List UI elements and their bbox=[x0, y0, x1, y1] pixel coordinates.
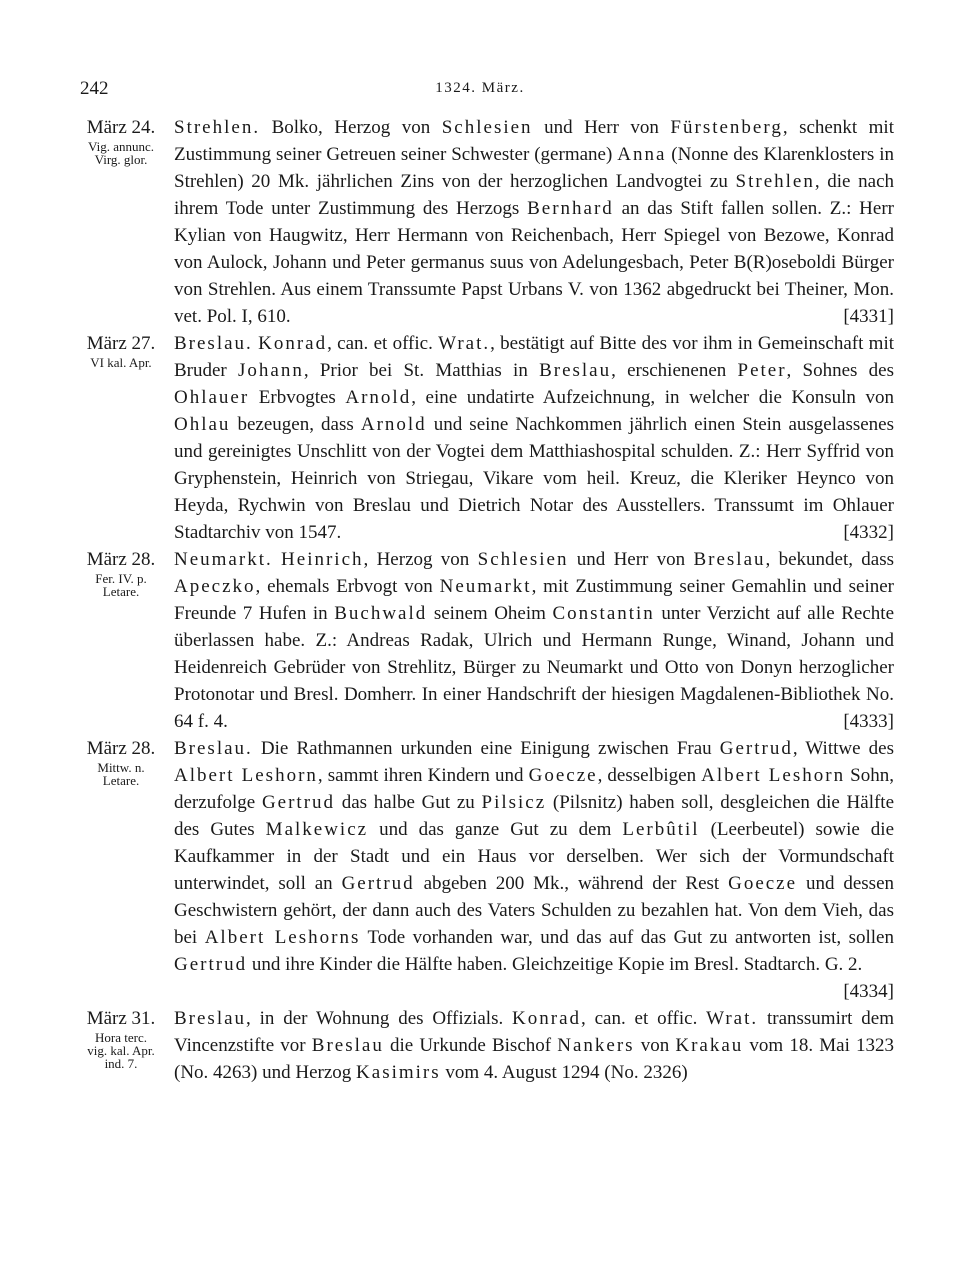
entry-feast-line: ind. 7. bbox=[104, 1056, 138, 1071]
spaced-name: Apeczko bbox=[174, 576, 256, 597]
entry bbox=[72, 1005, 894, 1086]
spaced-name: Konrad bbox=[512, 1008, 582, 1029]
text-run: , bekundet, dass bbox=[765, 549, 895, 570]
text-run: das halbe Gut zu bbox=[335, 792, 482, 813]
entry-feast-line: VI kal. Apr. bbox=[90, 355, 152, 370]
spaced-name: Breslau. bbox=[174, 738, 253, 759]
spaced-name: Anna bbox=[617, 144, 667, 165]
spaced-name: Constantin bbox=[552, 603, 655, 624]
text-run: und das ganze Gut zu dem bbox=[368, 819, 623, 840]
text-run: , can. et offic. bbox=[581, 1008, 707, 1029]
text-run: und ihre Kinder die Hälfte haben. Gleichzeitige Kopie im Bresl. Stadtarch. G. 2. bbox=[247, 954, 863, 975]
spaced-name: Ohlauer bbox=[174, 387, 250, 408]
spaced-name: Peter bbox=[737, 360, 787, 381]
entry-feast-line: Hora terc. bbox=[95, 1030, 147, 1045]
entry-body bbox=[174, 330, 894, 546]
text-run: , sammt ihren Kindern und bbox=[317, 765, 529, 786]
text-run: (Nonne des Klarenklosters in Strehlen) 20 Mk. jährlichen Zins von der herzoglichen Landvogtei zu bbox=[174, 144, 894, 192]
spaced-name: Gertrud bbox=[341, 873, 415, 894]
text-run: , erschienenen bbox=[611, 360, 738, 381]
text-run: , Sohnes des bbox=[786, 360, 894, 381]
spaced-name: Konrad bbox=[258, 333, 328, 354]
entry-date: März 31. bbox=[86, 1008, 156, 1029]
text-run: vom 18. Mai 1323 (No. 4263) und Herzog bbox=[174, 1035, 894, 1083]
text-run: unter Verzicht auf alle Rechte überlassen habe. Z.: Andreas Radak, Ulrich und Hermann Runge, Winand, Johann und Heidenreich Gebrüder von Strehlitz, Bürger zu Neumarkt und Otto von Donyn herzoglicher Protonotar und Bresl. Domherr. In einer Handschrift der hiesigen Magdalenen-Bibliothek No. 64 f. 4. bbox=[174, 603, 894, 732]
text-run: (Leerbeutel) sowie die Kaufkammer in der Stadt und ein Haus vor derselben. Wer sich der Vormundschaft unterwindet, soll an bbox=[174, 819, 895, 894]
entry-feast-line: Letare. bbox=[102, 773, 140, 788]
entry bbox=[72, 330, 894, 546]
text-run: Erbvogtes bbox=[249, 387, 346, 408]
spaced-name: Krakau bbox=[675, 1035, 744, 1056]
record-number: [4332] bbox=[843, 522, 894, 543]
text-run: transsumirt dem Vincenzstifte vor bbox=[174, 1008, 894, 1056]
record-number: [4334] bbox=[843, 981, 894, 1002]
spaced-name: Pilsicz bbox=[481, 792, 547, 813]
spaced-name: Breslau bbox=[693, 549, 766, 570]
text-run: bezeugen, dass bbox=[230, 414, 361, 435]
text-run: Sohn, derzufolge bbox=[174, 765, 894, 813]
entry-body bbox=[174, 114, 894, 330]
entry-date: März 28. bbox=[86, 738, 156, 759]
spaced-name: Strehlen. bbox=[174, 117, 261, 138]
entry-feast-line: Fer. IV. p. bbox=[95, 571, 147, 586]
spaced-name: Goecze bbox=[528, 765, 598, 786]
text-run: und seine Nachkommen jährlich einen Stein ausgelassenes und gereinigtes Unschlitt von der Vogtei dem Matthiashospital schulden. Z.: Herr Syffrid von Gryphenstein, Heinrich von Striegau, Vikare vom heil. Kreuz, die Kleriker Heynco von Heyda, Rychwin von Breslau und Dietrich Notar des Ausstellers. Transsumt im Ohlauer Stadtarchiv von 1547. bbox=[174, 414, 894, 543]
entry-feast-line: Virg. glor. bbox=[94, 152, 148, 167]
entry-margin bbox=[72, 114, 170, 167]
text-run: seinem Oheim bbox=[427, 603, 553, 624]
running-head: 1324. März. bbox=[435, 80, 525, 96]
text-run: , schenkt mit Zustimmung seiner Getreuen seiner Schwester (germane) bbox=[174, 117, 894, 165]
entry-body bbox=[174, 735, 894, 1005]
text-run: , bestätigt auf Bitte des vor ihm in Gemeinschaft mit Bruder bbox=[174, 333, 895, 381]
text-run: , mit Zustimmung seiner Gemahlin und seiner Freunde 7 Hufen in bbox=[174, 576, 894, 624]
entry-feast-line: Vig. annunc. bbox=[87, 139, 154, 154]
text-run: von bbox=[634, 1035, 676, 1056]
entry-margin bbox=[72, 546, 170, 599]
spaced-name: Gertrud bbox=[261, 792, 336, 813]
entry bbox=[72, 546, 894, 735]
text-run: Tode vorhanden war, und das auf das Gut zu antworten ist, sollen bbox=[360, 927, 894, 948]
entry-feast-line: Letare. bbox=[102, 584, 140, 599]
spaced-name: Schlesien bbox=[477, 549, 569, 570]
spaced-name: Bernhard bbox=[527, 198, 614, 219]
spaced-name: Gertrud bbox=[719, 738, 793, 759]
spaced-name: Wrat. bbox=[706, 1008, 759, 1029]
spaced-name: Breslau bbox=[174, 1008, 247, 1029]
text-run: und Herr von bbox=[568, 549, 694, 570]
text-run: (Pilsnitz) haben soll, desgleichen die Hälfte des Gutes bbox=[174, 792, 895, 840]
entry-feast-line: vig. kal. Apr. bbox=[87, 1043, 155, 1058]
text-run: vom 4. August 1294 (No. 2326) bbox=[440, 1062, 688, 1083]
spaced-name: Kasimirs bbox=[356, 1062, 441, 1083]
spaced-name: Ohlau bbox=[174, 414, 231, 435]
text-run: , desselbigen bbox=[597, 765, 702, 786]
spaced-name: Fürstenberg bbox=[670, 117, 783, 138]
spaced-name: Breslau bbox=[311, 1035, 384, 1056]
spaced-name: Lerbûtil bbox=[622, 819, 700, 840]
spaced-name: Wrat. bbox=[438, 333, 491, 354]
entries-list bbox=[72, 114, 894, 1086]
text-run bbox=[273, 549, 281, 570]
text-run: abgeben 200 Mk., während der Rest bbox=[414, 873, 729, 894]
spaced-name: Arnold bbox=[345, 387, 412, 408]
text-run: Bolko, Herzog von bbox=[260, 117, 442, 138]
entry-text bbox=[174, 735, 894, 1005]
spaced-name: Buchwald bbox=[334, 603, 428, 624]
entry bbox=[72, 735, 894, 1005]
entry-text bbox=[174, 330, 894, 546]
spaced-name: Neumarkt bbox=[439, 576, 532, 597]
text-run: an das Stift fallen sollen. Z.: Herr Kylian von Haugwitz, Herr Hermann von Reichenbach, Herr Spiegel von Bezowe, Konrad von Aulock, Johann und Peter germanus suus von Adelungesbach, Peter B(R)oseboldi Bürger von Strehlen. Aus einem Transsumte Papst Urbans V. von 1362 abgedruckt bei Theiner, Mon. vet. Pol. I, 610. bbox=[174, 198, 894, 327]
spaced-name: Heinrich bbox=[281, 549, 364, 570]
text-run: , eine undatirte Aufzeichnung, in welcher die Konsuln von bbox=[411, 387, 894, 408]
spaced-name: Gertrud bbox=[174, 954, 248, 975]
text-run: und dessen Geschwistern gehört, der dann auch des Vaters Schulden zu bezahlen hat. Von dem Vieh, das bei bbox=[174, 873, 895, 948]
text-run: die Urkunde Bischof bbox=[383, 1035, 558, 1056]
record-number: [4331] bbox=[843, 306, 894, 327]
text-run: , can. et offic. bbox=[327, 333, 439, 354]
spaced-name: Schlesien bbox=[441, 117, 533, 138]
spaced-name: Johann bbox=[238, 360, 304, 381]
entry-feast-line: Mittw. n. bbox=[97, 760, 145, 775]
entry-text bbox=[174, 546, 894, 735]
spaced-name: Strehlen bbox=[735, 171, 815, 192]
entry-margin bbox=[72, 1005, 170, 1071]
entry-date: März 28. bbox=[86, 549, 156, 570]
text-run: , Wittwe des bbox=[792, 738, 894, 759]
entry-body bbox=[174, 546, 894, 735]
spaced-name: Breslau bbox=[539, 360, 612, 381]
spaced-name: Neumarkt. bbox=[174, 549, 273, 570]
spaced-name: Albert Leshorn bbox=[701, 765, 846, 786]
spaced-name: Breslau. bbox=[174, 333, 253, 354]
page-number: 242 bbox=[80, 78, 109, 99]
record-number: [4333] bbox=[843, 711, 894, 732]
entry-margin bbox=[72, 735, 170, 788]
spaced-name: Goecze bbox=[728, 873, 798, 894]
text-run: und Herr von bbox=[532, 117, 671, 138]
entry bbox=[72, 114, 894, 330]
text-run: , Prior bei St. Matthias in bbox=[303, 360, 540, 381]
text-run: , die nach ihrem Tode unter Zustimmung des Herzogs bbox=[174, 171, 894, 219]
entry-date: März 24. bbox=[86, 117, 156, 138]
text-run: , ehemals Erbvogt von bbox=[255, 576, 440, 597]
entry-body bbox=[174, 1005, 894, 1086]
entry-margin bbox=[72, 330, 170, 370]
entry-date: März 27. bbox=[86, 333, 156, 354]
text-run: , in der Wohnung des Offizials. bbox=[246, 1008, 513, 1029]
entry-text bbox=[174, 1005, 894, 1086]
spaced-name: Albert Leshorn bbox=[174, 765, 318, 786]
entry-text bbox=[174, 114, 894, 330]
text-run: , Herzog von bbox=[363, 549, 478, 570]
spaced-name: Malkewicz bbox=[265, 819, 369, 840]
spaced-name: Arnold bbox=[360, 414, 427, 435]
text-run: Die Rathmannen urkunden eine Einigung zwischen Frau bbox=[252, 738, 720, 759]
spaced-name: Nankers bbox=[557, 1035, 635, 1056]
spaced-name: Albert Leshorns bbox=[204, 927, 361, 948]
